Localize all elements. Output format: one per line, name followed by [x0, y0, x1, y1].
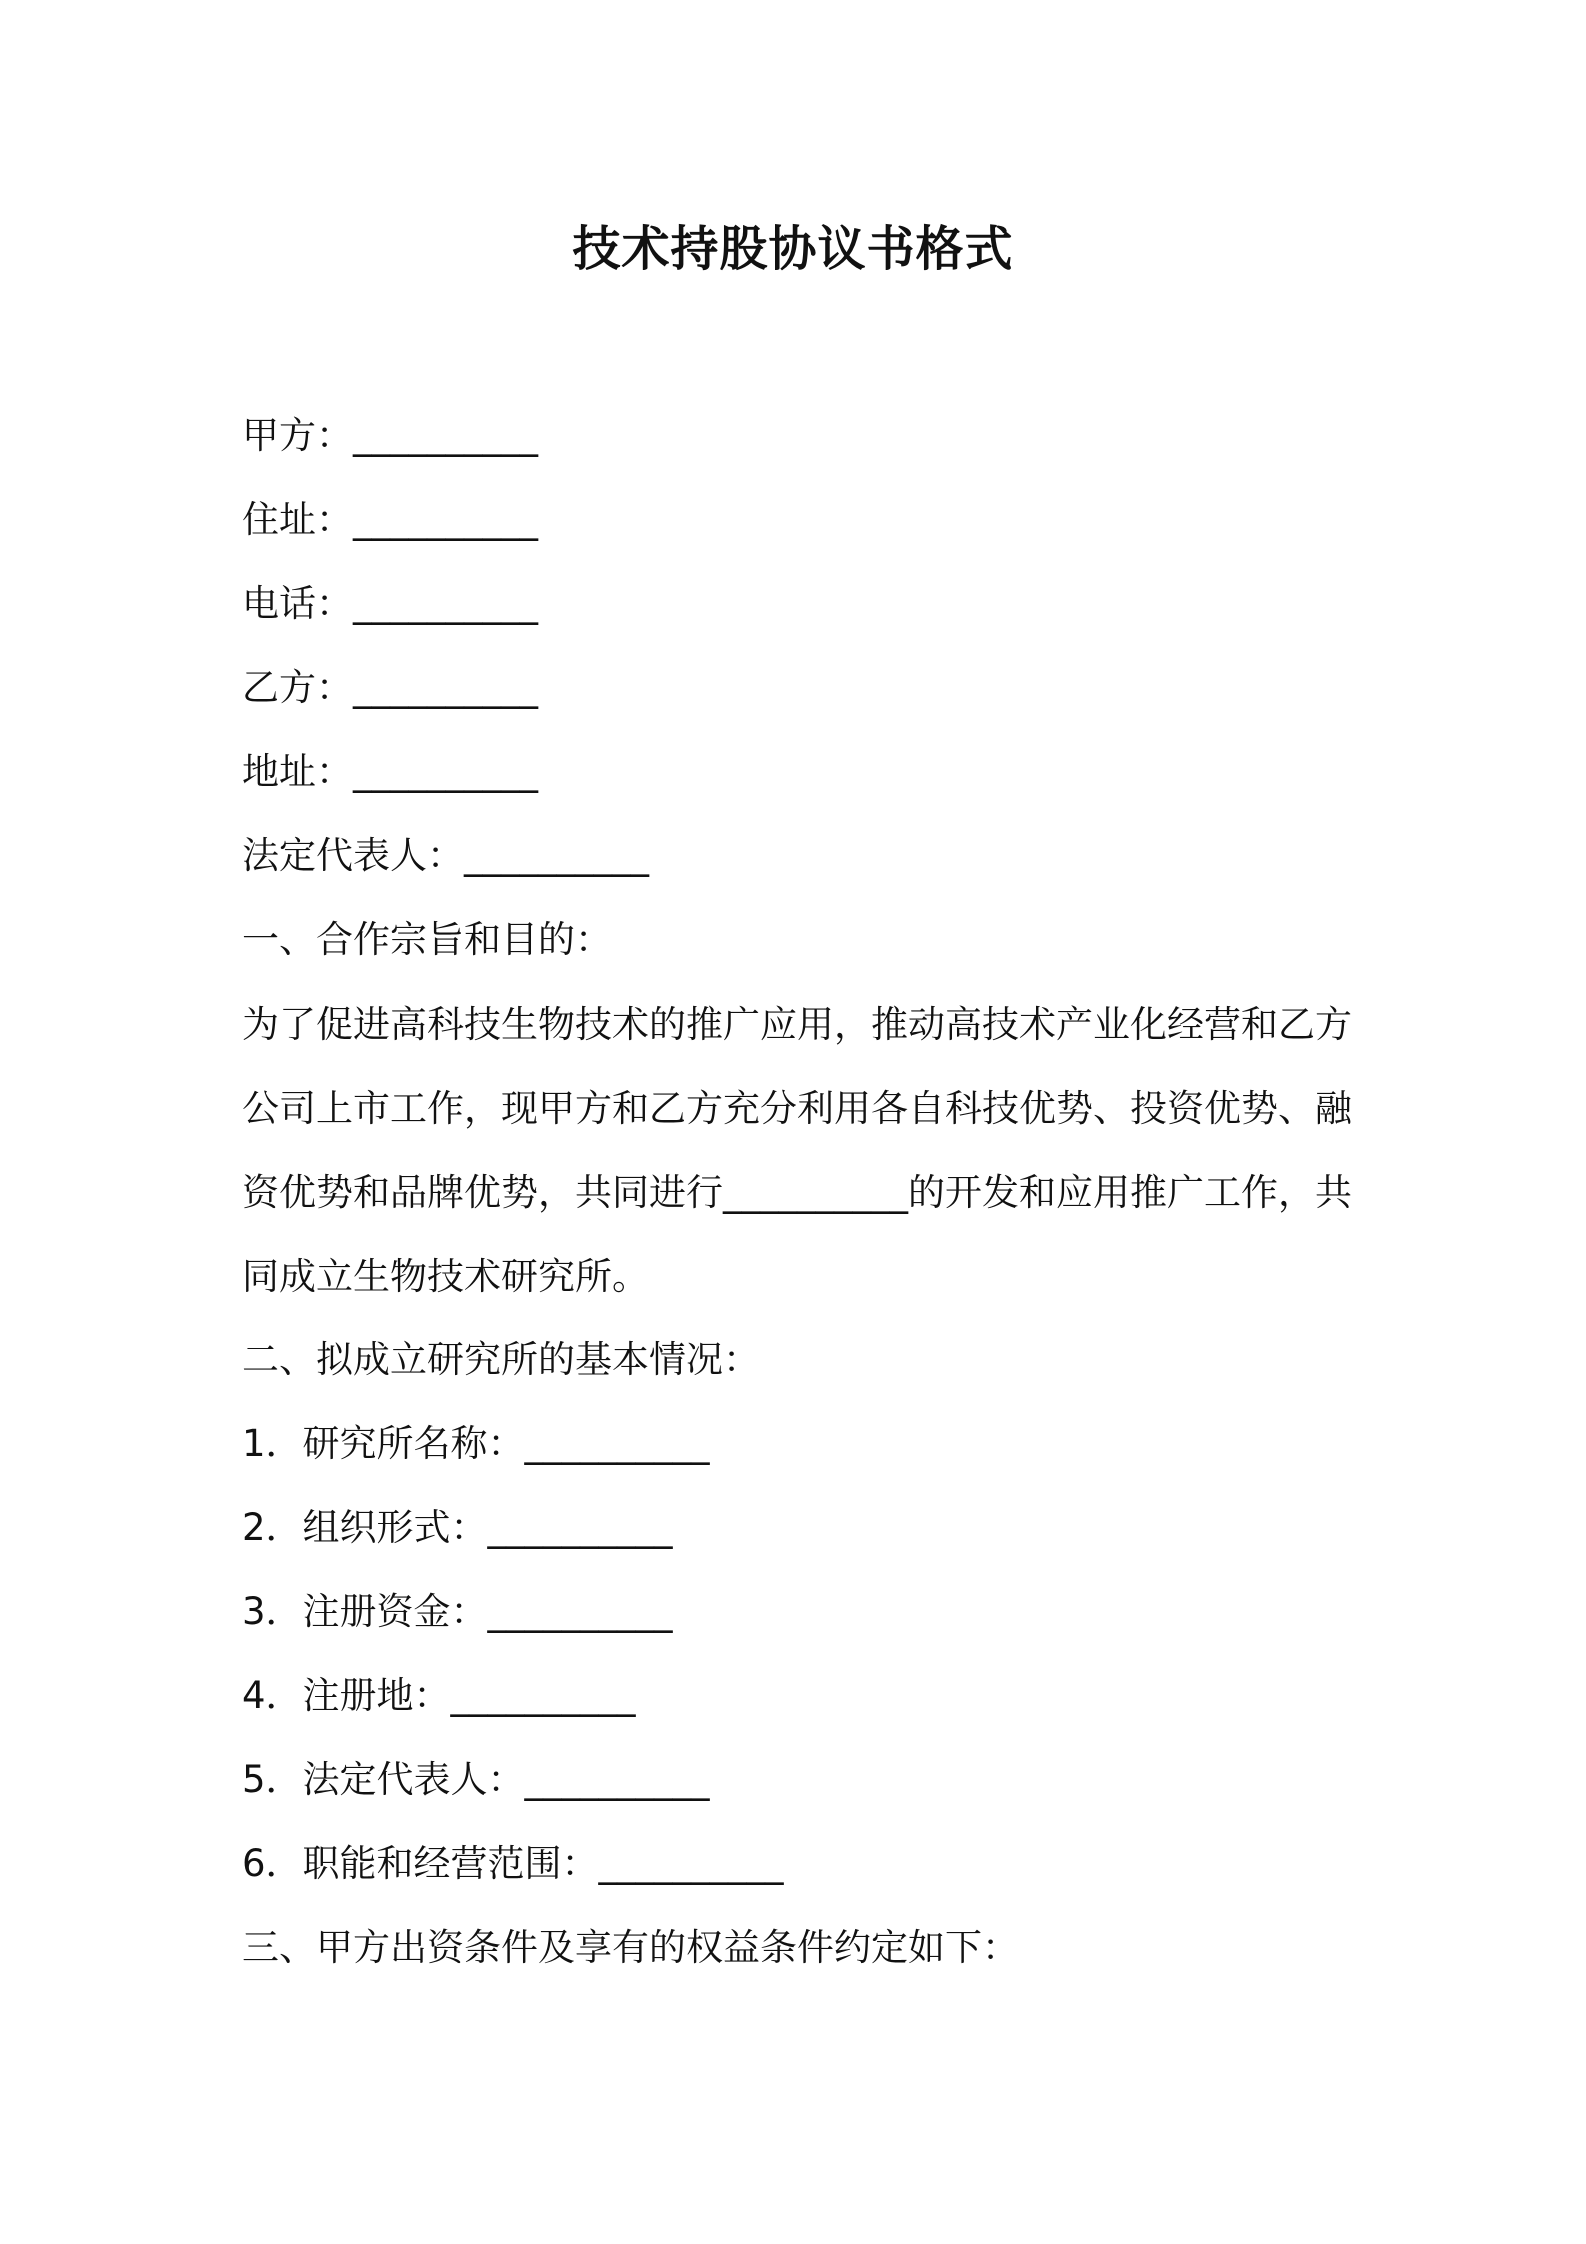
section-3-heading: 三、甲方出资条件及享有的权益条件约定如下： — [242, 1926, 1019, 1969]
institute-legal-representative-item: 5．法定代表人：__________ — [242, 1758, 710, 1801]
party-a-field: 甲方：__________ — [242, 414, 538, 457]
party-b-address-field: 地址：__________ — [242, 750, 538, 793]
registered-capital-item: 3．注册资金：__________ — [242, 1590, 673, 1633]
organization-form-item: 2．组织形式：__________ — [242, 1506, 673, 1549]
document-title: 技术持股协议书格式 — [572, 221, 1014, 277]
section-2-heading: 二、拟成立研究所的基本情况： — [242, 1338, 760, 1381]
registered-place-item: 4．注册地：__________ — [242, 1674, 636, 1717]
business-scope-item: 6．职能和经营范围：__________ — [242, 1842, 784, 1885]
legal-representative-field: 法定代表人：__________ — [242, 834, 649, 877]
institute-name-item: 1．研究所名称：__________ — [242, 1422, 710, 1465]
party-b-field: 乙方：__________ — [242, 666, 538, 709]
party-a-phone-field: 电话：__________ — [242, 582, 538, 625]
party-a-address-field: 住址：__________ — [242, 498, 538, 541]
section-1-paragraph: 为了促进高科技生物技术的推广应用，推动高技术产业化经营和乙方公司上市工作，现甲方和乙方充分利用各自科技优势、投资优势、融资优势和品牌优势，共同进行__________的开发和应用推广工作，共同成立生物技术研究所。 — [242, 1003, 1352, 1298]
section-1-heading: 一、合作宗旨和目的： — [242, 918, 612, 961]
